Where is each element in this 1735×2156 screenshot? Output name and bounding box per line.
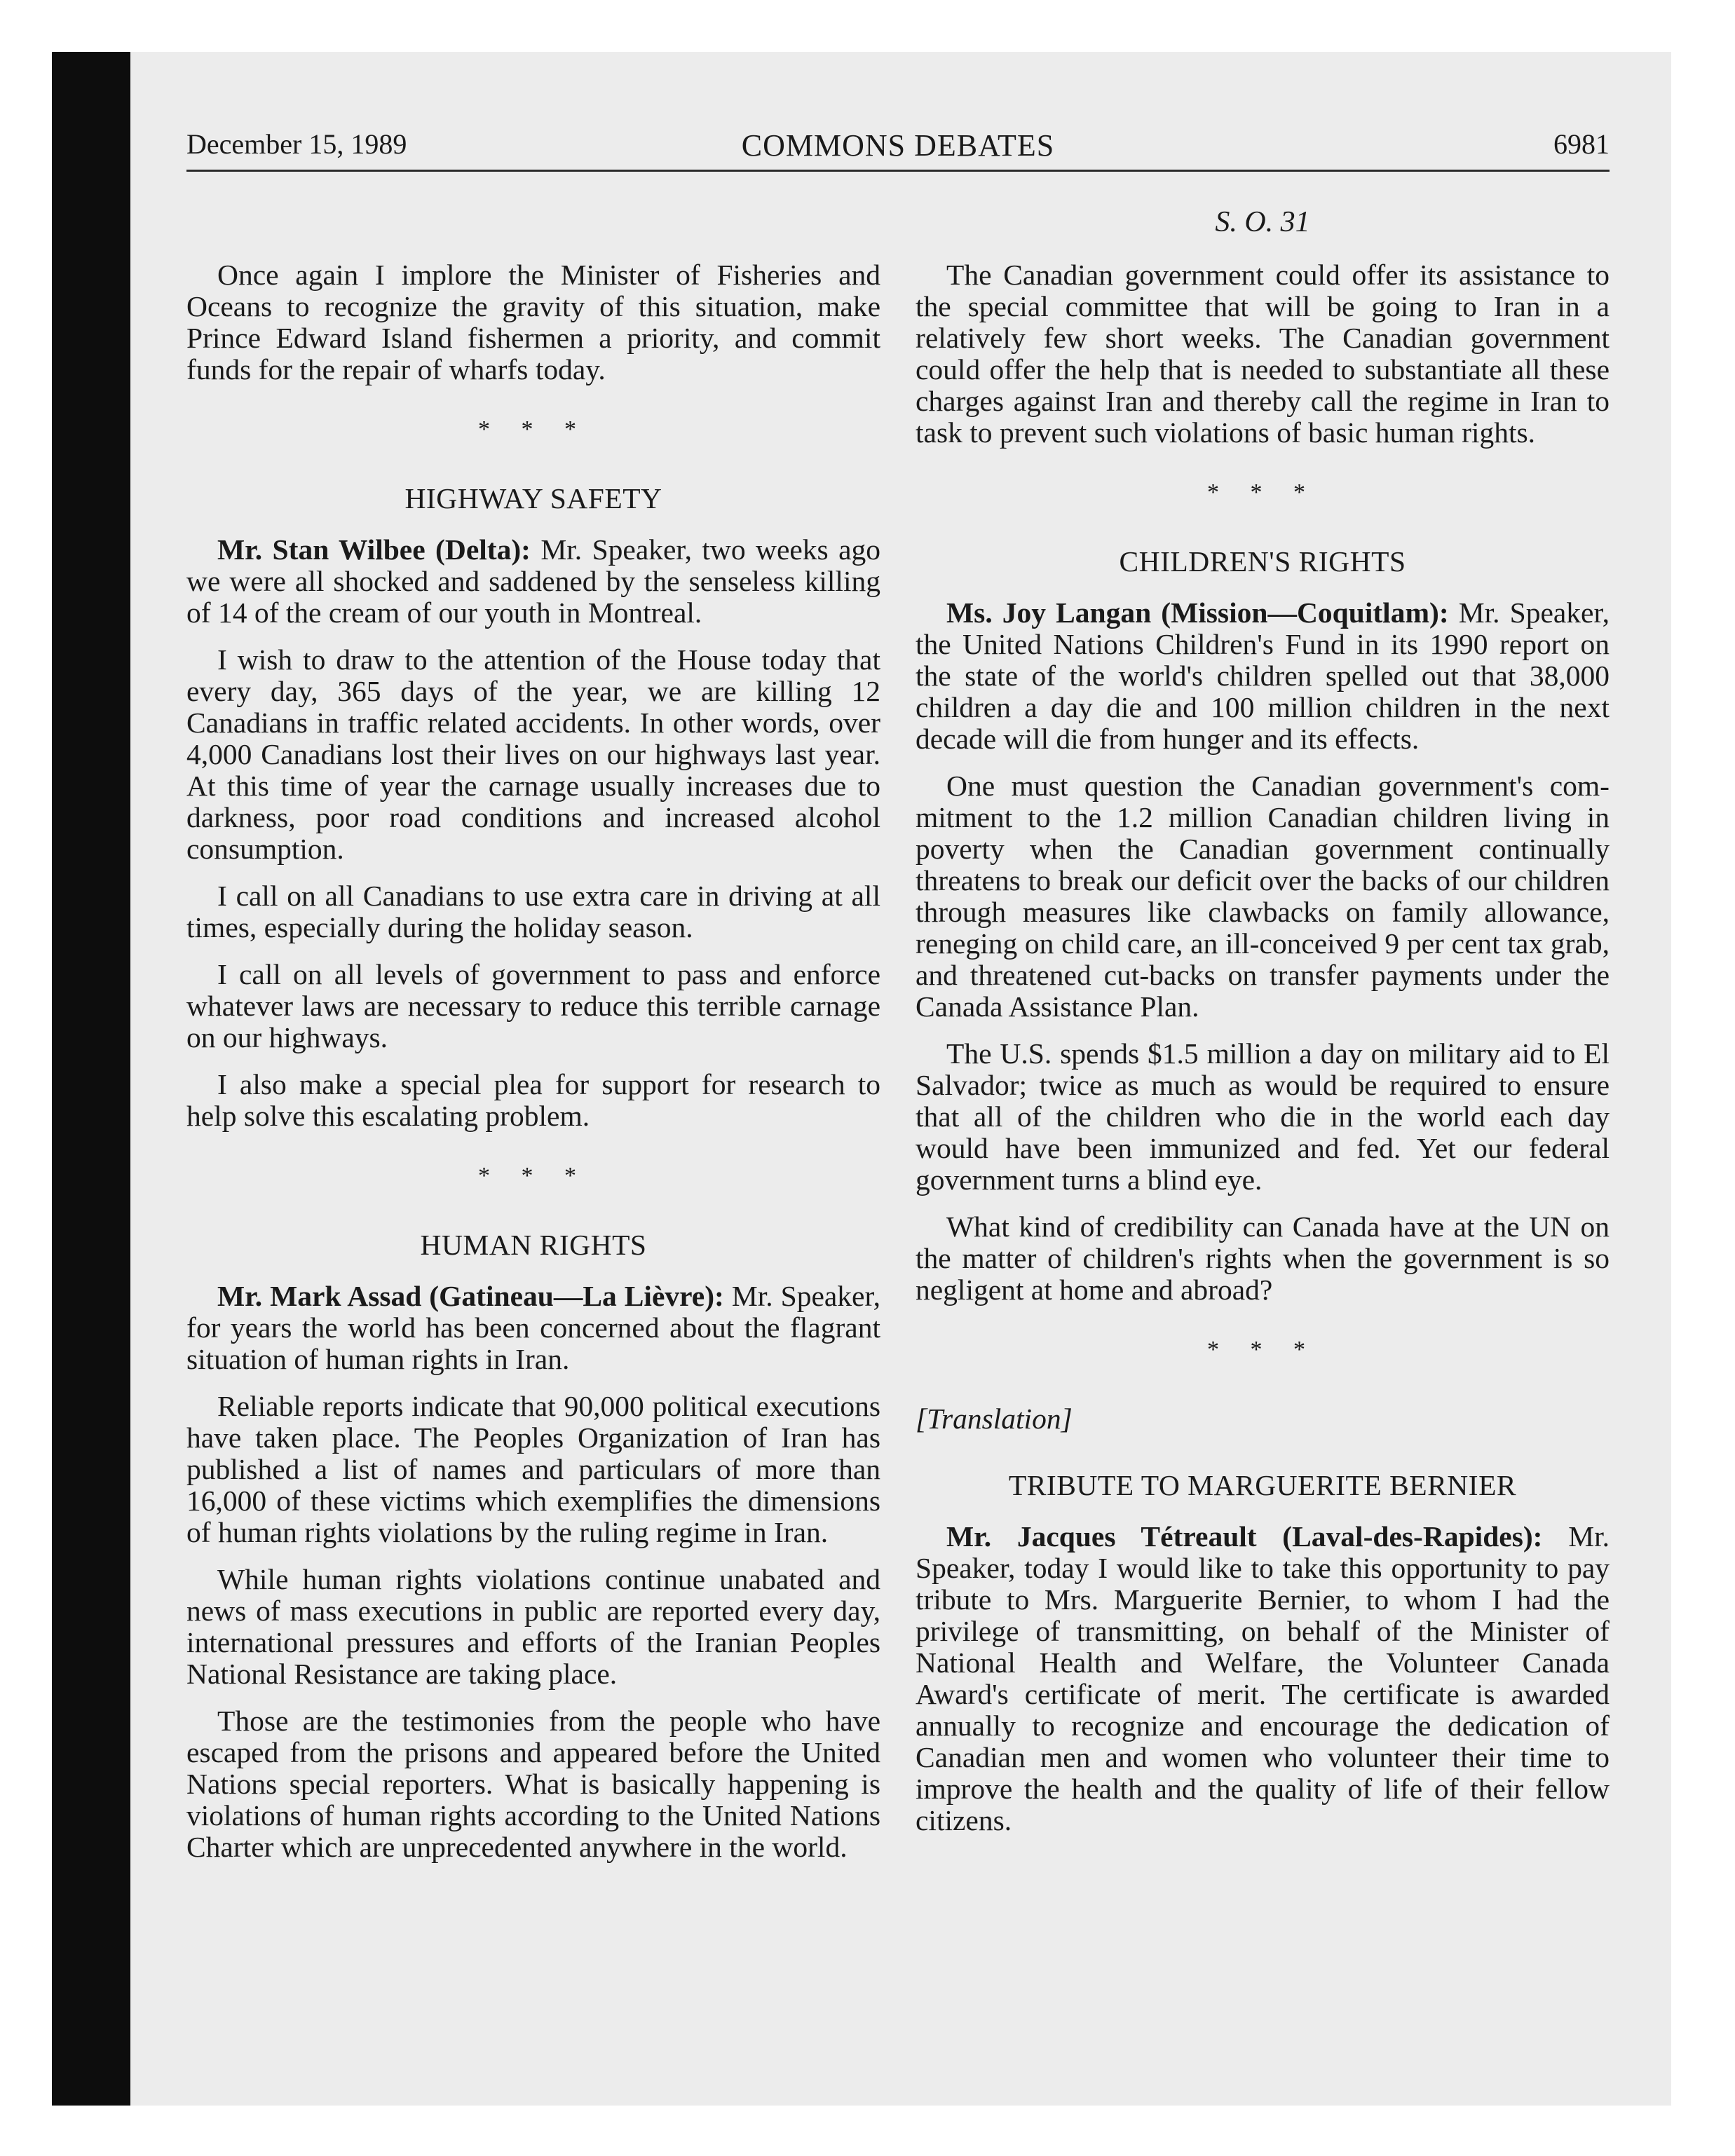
- binding-shadow: [52, 52, 130, 2106]
- header-journal-title: COMMONS DEBATES: [741, 128, 1055, 163]
- speech-paragraph: [186, 1281, 880, 1375]
- paragraph: I also make a special plea for support for research to help solve this escalating problem.: [186, 1068, 880, 1132]
- paragraph: I wish to draw to the attention of the House today that every day, 365 days of the year, we are killing 12 Canadians in traffic related accidents. In other words, over 4,000 Canadians lost their lives on our highways last year. At this time of year the carnage usually increases due to darkness, poor road conditions and increased alcohol consumption.: [186, 643, 880, 865]
- speech-paragraph: [186, 534, 880, 629]
- speech-text: Mr. Speaker, the United Nations Children's Fund in its 1990 report on the state of the world's children spelled out that 38,000 children a day die and 100 million children in the next decade will die from hunger and its effects.: [916, 596, 1610, 755]
- section-heading-childrens-rights: CHILDREN'S RIGHTS: [1119, 545, 1406, 578]
- paragraph: I call on all Canadians to use extra care in driving at all times, especially during the holiday season.: [186, 880, 880, 943]
- section-heading-human-rights: HUMAN RIGHTS: [420, 1229, 647, 1261]
- section-separator: * * *: [478, 1163, 589, 1189]
- paragraph: The Canadian government could offer its assistance to the special committee that will be going to Iran in a relatively few short weeks. The Canadian government could offer the help that is needed to substantiate all these charges against Iran and thereby call the regime in Iran to task to prevent such violations of basic human rights.: [916, 259, 1610, 449]
- speech-text: Mr. Speaker, today I would like to take this opportunity to pay tribute to Mrs. Marguerite Bernier, to whom I had the privilege of transmitting, on behalf of the Minister of National Health and Welfare, the Volunteer Canada Award's certificate of merit. The certificate is awarded annually to recognize and encourage the dedication of Canadian men and women who volunteer their time to improve the health and the quality of life of their fellow citizens.: [916, 1520, 1610, 1836]
- paragraph: Once again I implore the Minister of Fisheries and Oceans to recognize the gravity of this situation, make Prince Edward Island fishermen a priority, and commit funds for the repair of wharfs today.: [186, 259, 880, 386]
- speaker-name: Mr. Stan Wilbee (Delta):: [217, 533, 531, 566]
- paragraph: Reliable reports indicate that 90,000 political executions have taken place. The Peoples Organization of Iran has published a list of names and particulars of more than 16,000 of these victims which exemplifies the dimensions of human rights violations by the ruling regime in Iran.: [186, 1390, 880, 1548]
- section-separator: * * *: [478, 416, 589, 442]
- translation-note: [Translation]: [916, 1403, 1073, 1435]
- paragraph: Those are the testimonies from the people who have escaped from the prisons and appeared before the United Nations special reporters. What is basically happening is violations of human rights according to the United Nations Charter which are unprecedented anywhere in the world.: [186, 1705, 880, 1863]
- speaker-name: Mr. Jacques Tétreault (Laval-des-Rapides):: [946, 1520, 1543, 1553]
- speaker-name: Ms. Joy Langan (Mission—Coquitlam):: [946, 596, 1449, 629]
- right-column: [916, 207, 1610, 1852]
- section-heading-tribute: TRIBUTE TO MARGUERITE BERNIER: [1008, 1469, 1517, 1501]
- paragraph: One must question the Canadian government's commitment to the 1.2 million Canadian children living in poverty when the Canadian government continually threatens to break our deficit over the backs of our children through measures like clawbacks on family allowance, reneging on child care, an ill-conceived 9 per cent tax grab, and threatened cut-backs on transfer payments under the Canada Assistance Plan.: [916, 770, 1610, 1023]
- header-date: December 15, 1989: [186, 128, 407, 160]
- speech-text: Mr. Speaker, two weeks ago we were all shocked and saddened by the senseless killing of 14 of the cream of our youth in Montreal.: [186, 533, 880, 629]
- section-separator: * * *: [1207, 479, 1318, 505]
- page-header: [186, 119, 1610, 172]
- left-column: [186, 259, 880, 1878]
- standing-order-reference: S. O. 31: [1215, 206, 1310, 238]
- speech-text: Mr. Speaker, for years the world has been concerned about the flagrant situation of human rights in Iran.: [186, 1280, 880, 1375]
- paragraph: The U.S. spends $1.5 million a day on military aid to El Salvador; twice as much as would be required to ensure that all of the children who die in the world each day would have been immunized and fed. Yet our federal government turns a blind eye.: [916, 1037, 1610, 1196]
- paragraph: While human rights violations continue unabated and news of mass executions in public are reported every day, international pressures and efforts of the Iranian Peoples National Resistance are taking place.: [186, 1563, 880, 1690]
- speech-paragraph: [916, 597, 1610, 755]
- paragraph: What kind of credibility can Canada have at the UN on the matter of children's rights when the government is so negligent at home and abroad?: [916, 1210, 1610, 1306]
- section-separator: * * *: [1207, 1337, 1318, 1363]
- speech-paragraph: [916, 1521, 1610, 1836]
- header-page-number: 6981: [1553, 128, 1610, 160]
- speaker-name: Mr. Mark Assad (Gatineau—La Lièvre):: [217, 1280, 724, 1312]
- paragraph: I call on all levels of government to pass and enforce whatever laws are necessary to reduce this terrible carnage on our highways.: [186, 958, 880, 1053]
- section-heading-highway-safety: HIGHWAY SAFETY: [404, 482, 662, 514]
